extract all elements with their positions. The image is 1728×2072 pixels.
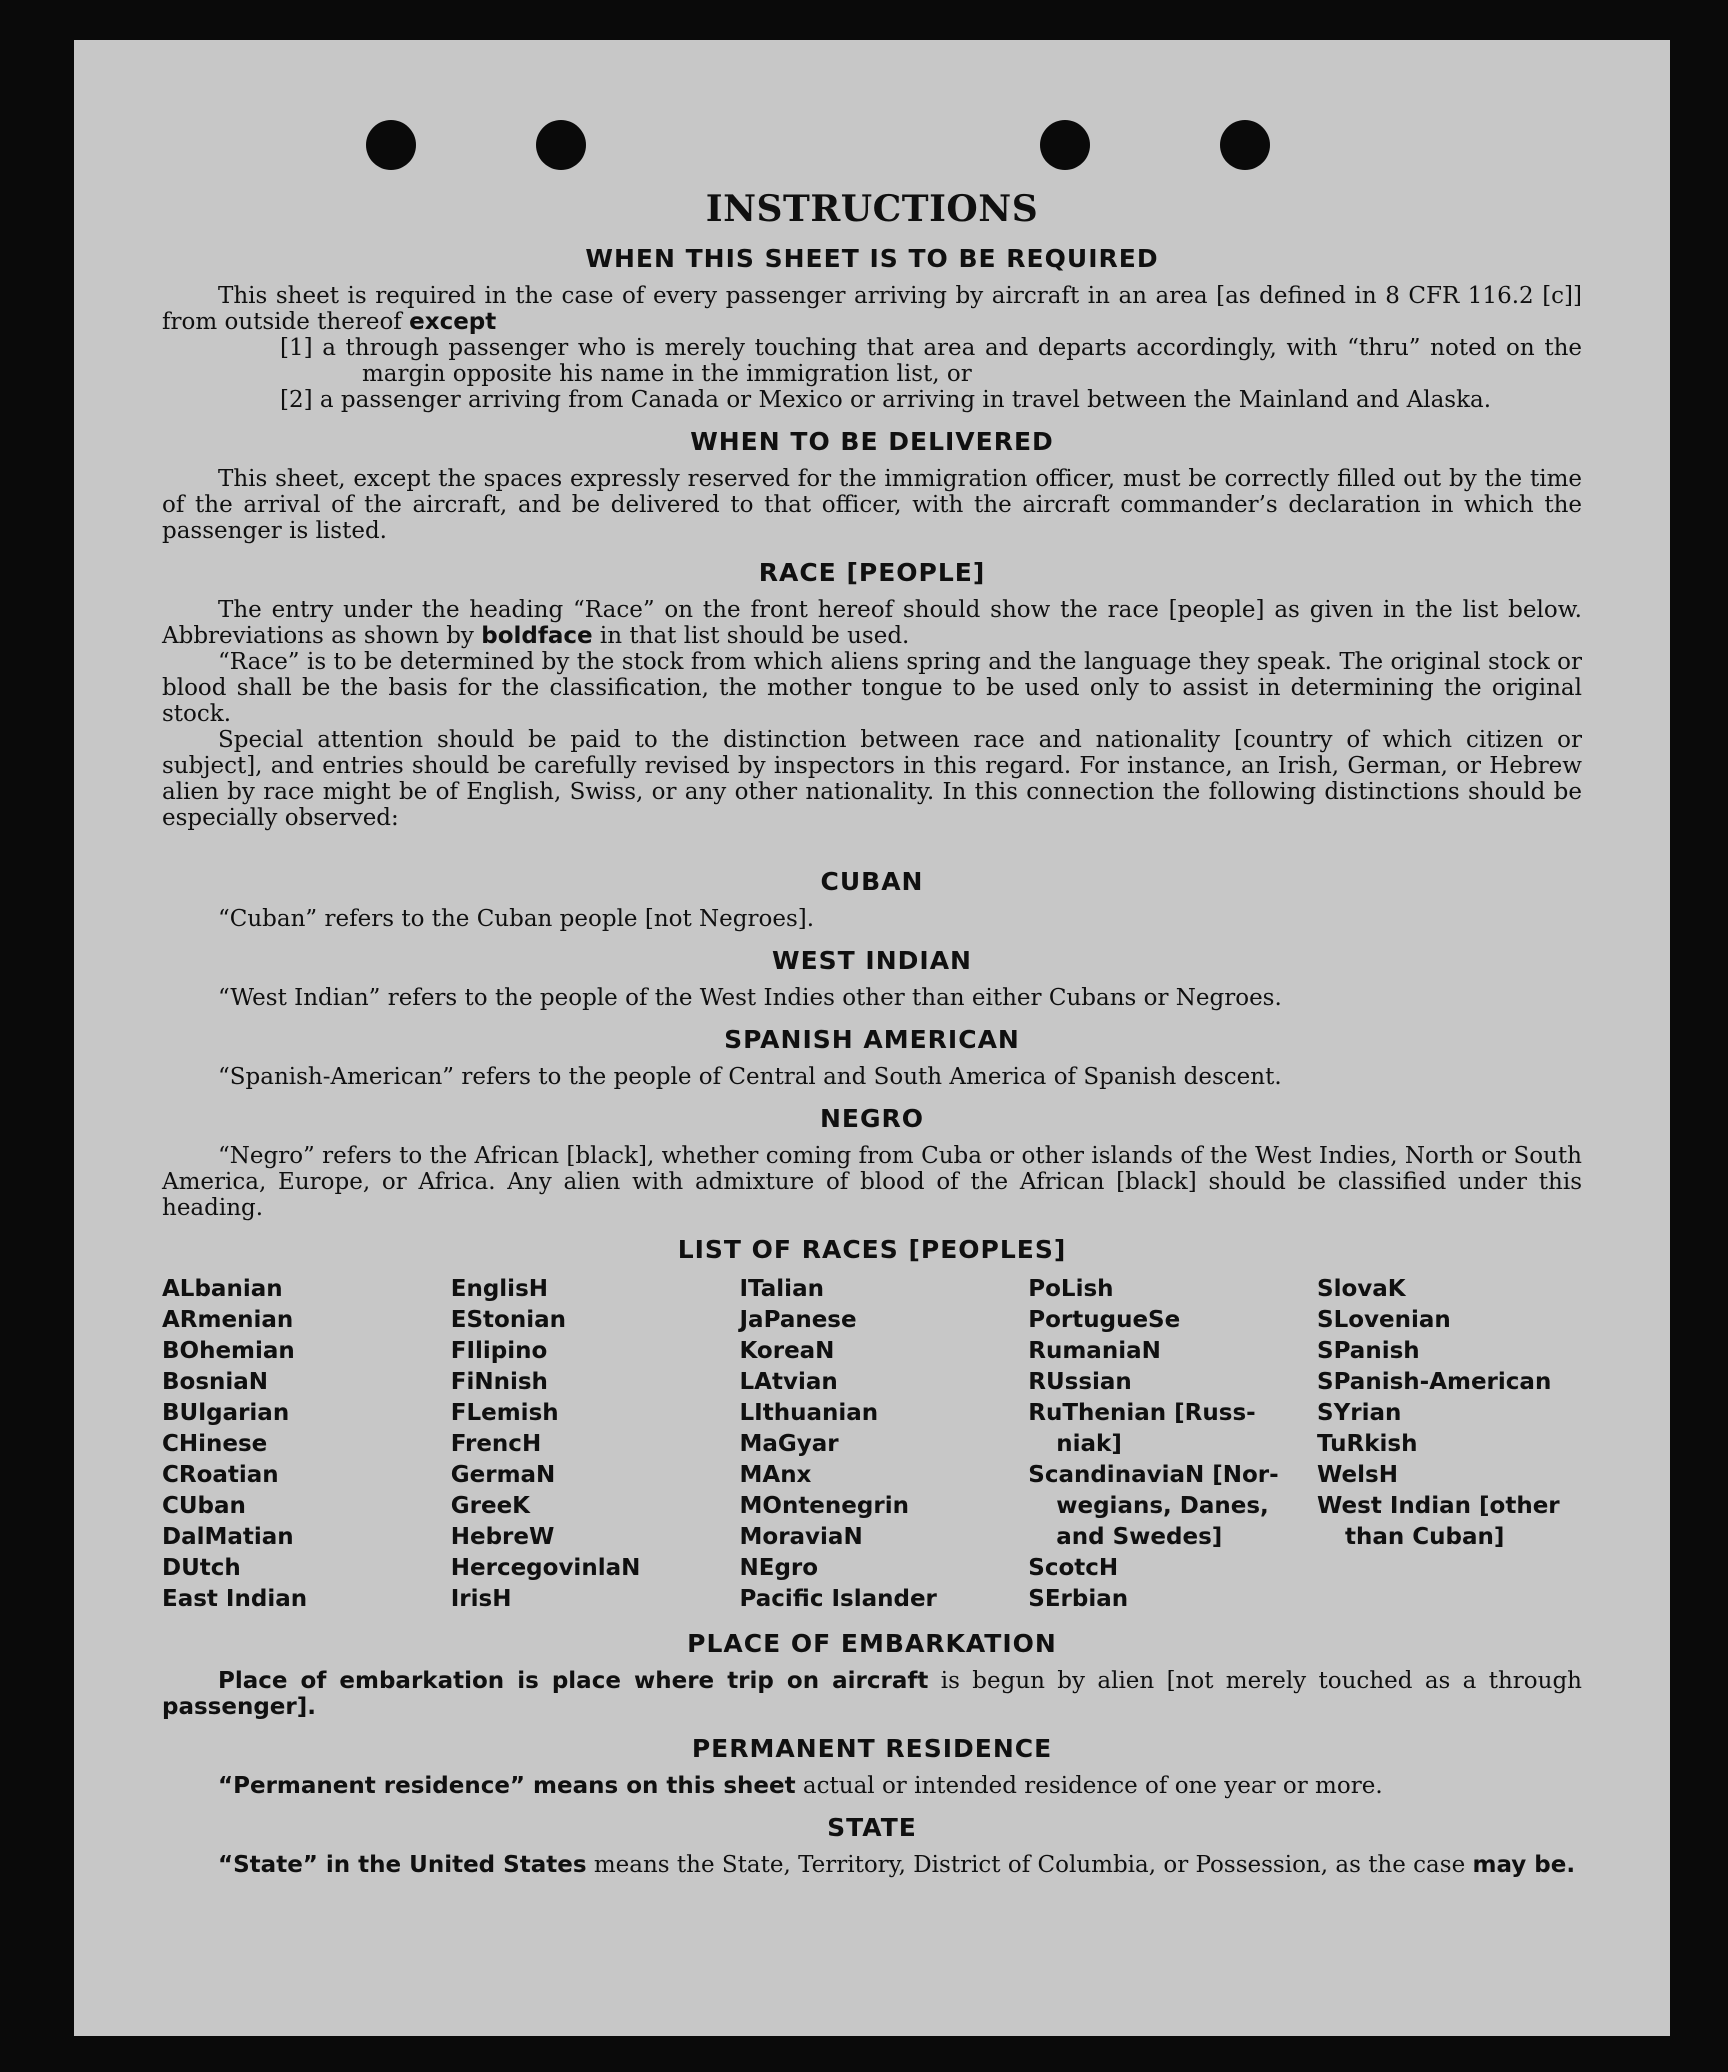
negro-text: “Negro” refers to the African [black], whether coming from Cuba or other islands of the West Indies, North or South America, Europe, or Africa. Any alien with admixture of blood of the African [black] should be classified under this heading. — [162, 1143, 1582, 1221]
race-entry: FiNnish — [450, 1369, 548, 1395]
races-column-5 — [1317, 1274, 1582, 1615]
race-entry: DalMatian — [162, 1524, 294, 1550]
race-entry: West Indian [other — [1317, 1493, 1560, 1519]
race-entry: HercegovinlaN — [450, 1555, 641, 1581]
required-item-1: [1] a through passenger who is merely touching that area and departs accordingly, with “thru” noted on the margin opposite his name in the immigration list, or — [280, 335, 1582, 387]
punch-hole — [366, 120, 416, 170]
race-entry: GermaN — [450, 1462, 556, 1488]
race-entry: JaPanese — [739, 1307, 857, 1333]
race-entry: CUban — [162, 1493, 246, 1519]
race-entry-continuation: and Swedes] — [1056, 1524, 1223, 1550]
race-entry: EnglisH — [450, 1276, 549, 1302]
race-entry: MoraviaN — [739, 1524, 863, 1550]
race-entry: KoreaN — [739, 1338, 835, 1364]
race-entry: East Indian — [162, 1586, 308, 1612]
state-text: “State” in the United States means the State, Territory, District of Columbia, or Possession, as the case may be. — [218, 1852, 1576, 1878]
race-entry: MAnx — [739, 1462, 812, 1488]
race-entry: SYrian — [1317, 1400, 1402, 1426]
race-entry: NEgro — [739, 1555, 819, 1581]
race-entry: LIthuanian — [739, 1400, 879, 1426]
race-entry: RUssian — [1028, 1369, 1132, 1395]
heading-delivered: WHEN TO BE DELIVERED — [690, 427, 1054, 456]
race-entry: SPanish — [1317, 1338, 1420, 1364]
races-column-2 — [451, 1274, 716, 1615]
race-entry: BOhemian — [162, 1338, 295, 1364]
races-column-4 — [1028, 1274, 1293, 1615]
races-list — [162, 1274, 1582, 1615]
race-entry: IrisH — [450, 1586, 512, 1612]
race-paragraph-2: “Race” is to be determined by the stock from which aliens spring and the language they speak. The original stock or blood shall be the basis for the classification, the mother tongue to be used only to assist in determining the original stock. — [162, 649, 1582, 727]
residence-text: “Permanent residence” means on this sheet actual or intended residence of one year or more. — [218, 1773, 1383, 1799]
race-entry: PoLish — [1028, 1276, 1114, 1302]
embarkation-text: Place of embarkation is place where trip on aircraft is begun by alien [not merely touched as a through passenger]. — [162, 1668, 1582, 1720]
race-entry: MOntenegrin — [739, 1493, 909, 1519]
race-entry: ALbanian — [162, 1276, 283, 1302]
instruction-sheet — [74, 40, 1670, 2036]
delivered-text: This sheet, except the spaces expressly reserved for the immigration officer, must be correctly filled out by the time of the arrival of the aircraft, and be delivered to that officer, with the aircraft commander’s declaration in which the passenger is listed. — [162, 466, 1582, 544]
race-entry: PortugueSe — [1028, 1307, 1181, 1333]
heading-embarkation: PLACE OF EMBARKATION — [687, 1629, 1057, 1658]
cuban-text: “Cuban” refers to the Cuban people [not Negroes]. — [218, 906, 815, 932]
race-entry: CHinese — [162, 1431, 268, 1457]
races-column-3 — [740, 1274, 1005, 1615]
race-entry: FLemish — [450, 1400, 559, 1426]
required-item-2: [2] a passenger arriving from Canada or Mexico or arriving in travel between the Mainland and Alaska. — [280, 387, 1492, 413]
race-entry: CRoatian — [162, 1462, 279, 1488]
heading-cuban: CUBAN — [820, 867, 924, 896]
punch-hole — [1220, 120, 1270, 170]
heading-spanish-american: SPANISH AMERICAN — [724, 1025, 1020, 1054]
race-entry-continuation: wegians, Danes, — [1056, 1493, 1269, 1519]
race-entry: GreeK — [450, 1493, 530, 1519]
race-entry: ARmenian — [162, 1307, 294, 1333]
heading-race: RACE [PEOPLE] — [758, 558, 986, 587]
heading-list-of-races: LIST OF RACES [PEOPLES] — [677, 1235, 1067, 1264]
race-entry: ScotcH — [1028, 1555, 1119, 1581]
race-paragraph-3: Special attention should be paid to the distinction between race and nationality [country of which citizen or subject], and entries should be carefully revised by inspectors in this regard. For instance, an Irish, German, or Hebrew alien by race might be of English, Swiss, or any other nationality. In this connection the following distinctions should be especially observed: — [162, 727, 1582, 831]
race-entry: ScandinaviaN [Nor- — [1028, 1462, 1279, 1488]
race-entry: SlovaK — [1317, 1276, 1406, 1302]
race-entry: SPanish-American — [1317, 1369, 1552, 1395]
race-entry: HebreW — [450, 1524, 555, 1550]
heading-residence: PERMANENT RESIDENCE — [691, 1734, 1053, 1763]
race-entry: MaGyar — [739, 1431, 839, 1457]
race-entry: Pacific Islander — [739, 1586, 937, 1612]
page-title: INSTRUCTIONS — [705, 188, 1039, 230]
race-entry: WelsH — [1317, 1462, 1398, 1488]
race-entry-continuation: niak] — [1056, 1431, 1122, 1457]
race-entry: DUtch — [162, 1555, 241, 1581]
race-entry: TuRkish — [1317, 1431, 1418, 1457]
heading-required: WHEN THIS SHEET IS TO BE REQUIRED — [585, 244, 1159, 273]
race-entry-continuation: than Cuban] — [1345, 1524, 1505, 1550]
race-entry: FIlipino — [450, 1338, 548, 1364]
heading-negro: NEGRO — [819, 1104, 925, 1133]
race-entry: FrencH — [450, 1431, 542, 1457]
race-entry: RumaniaN — [1028, 1338, 1161, 1364]
race-entry: EStonian — [450, 1307, 566, 1333]
race-entry: SErbian — [1028, 1586, 1129, 1612]
race-entry: LAtvian — [739, 1369, 838, 1395]
race-entry: BosniaN — [162, 1369, 269, 1395]
punch-hole — [1040, 120, 1090, 170]
race-entry: SLovenian — [1317, 1307, 1451, 1333]
heading-state: STATE — [827, 1813, 917, 1842]
punch-hole — [536, 120, 586, 170]
spanish-american-text: “Spanish-American” refers to the people of Central and South America of Spanish descent. — [218, 1064, 1282, 1090]
race-entry: ITalian — [739, 1276, 824, 1302]
race-entry: BUlgarian — [162, 1400, 290, 1426]
race-entry: RuThenian [Russ- — [1028, 1400, 1256, 1426]
race-paragraph-1: The entry under the heading “Race” on the front hereof should show the race [people] as given in the list below. Abbreviations as shown by boldface in that list should be used. — [162, 597, 1582, 649]
heading-west-indian: WEST INDIAN — [772, 946, 972, 975]
required-intro: This sheet is required in the case of every passenger arriving by aircraft in an area [as defined in 8 CFR 116.2 [c]] from outside thereof except — [162, 283, 1582, 335]
races-column-1 — [162, 1274, 427, 1615]
west-indian-text: “West Indian” refers to the people of the West Indies other than either Cubans or Negroes. — [218, 985, 1282, 1011]
